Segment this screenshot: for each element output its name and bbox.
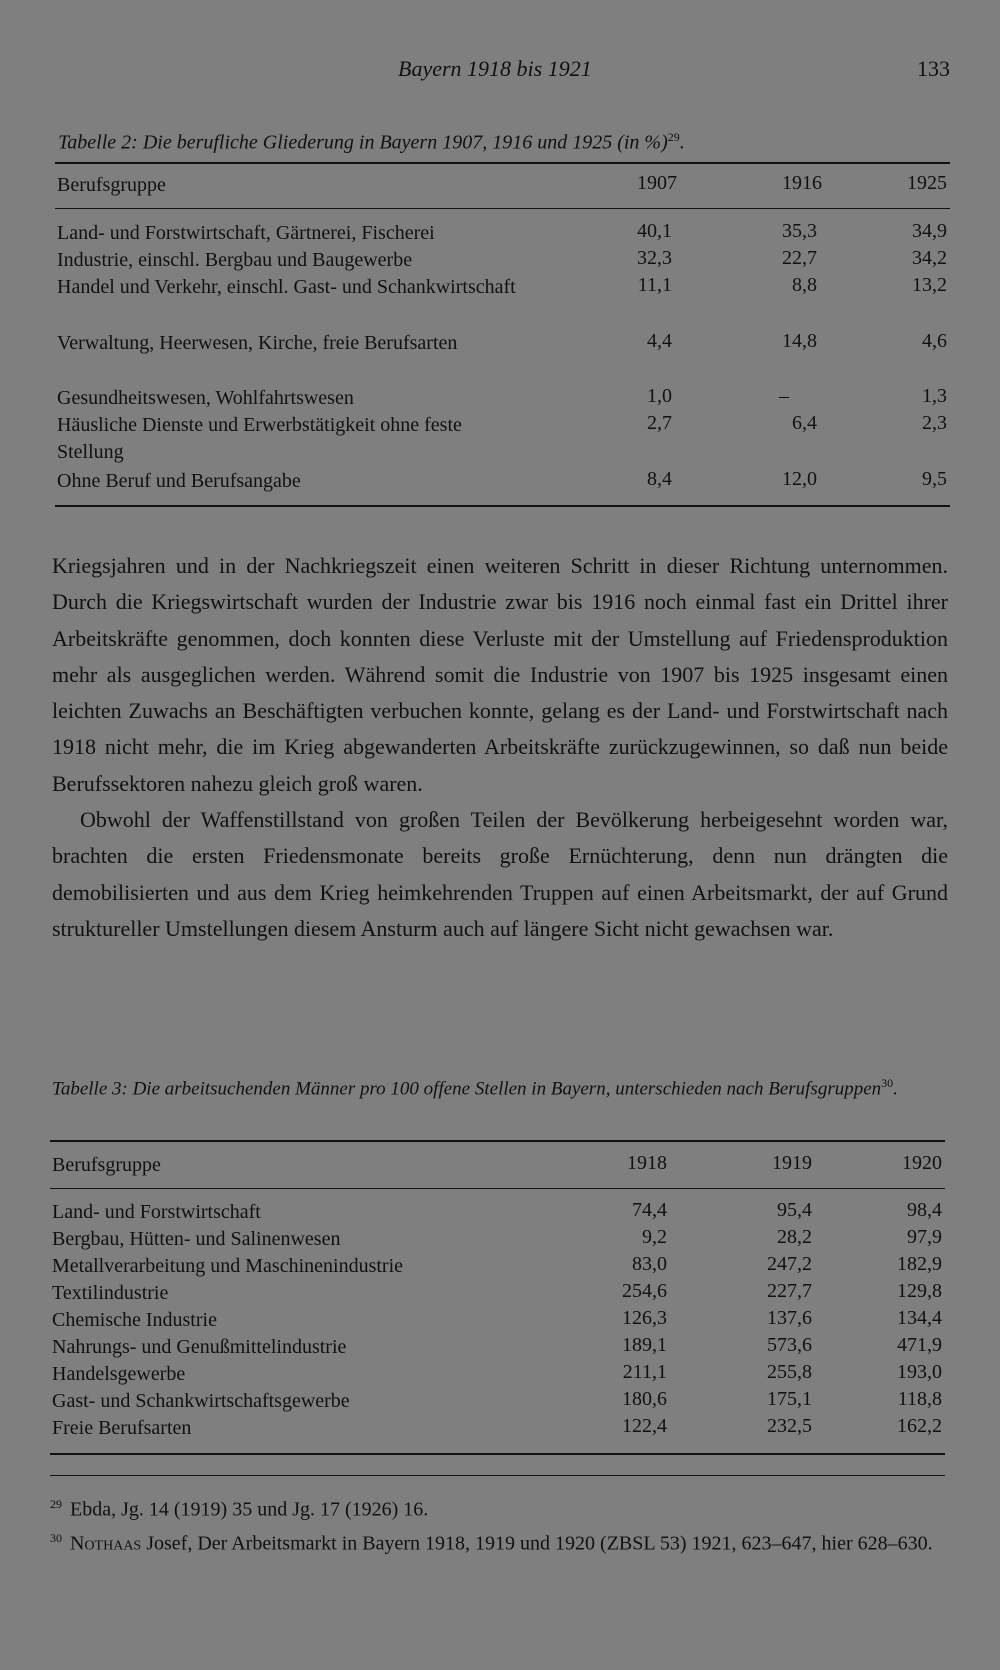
table2-row-label: Land- und Forstwirtschaft, Gärtnerei, Fischerei [57,222,435,244]
table2-body [57,220,947,500]
table3-cell-1918: 189,1 [622,1334,667,1356]
table3-row-label: Handelsgewerbe [52,1363,186,1385]
body-paragraph-2: Obwohl der Waffenstillstand von großen Teilen der Bevölkerung herbeigesehnt worden war, brachten die ersten Friedensmonate bereits große Ernüchterung, denn nun drängten die demobilisierten und aus dem Krieg heimkehrenden Truppen auf einen Arbeitsmarkt, der auf Grund struktureller Umstellungen diesem Ansturm auch auf längere Sicht nicht gewachsen war. [52,807,948,941]
table2-cell-1925: 34,9 [912,220,947,242]
table2-cell-1907: 32,3 [637,247,672,269]
table3-cell-1919: 255,8 [767,1361,812,1383]
table3-caption-suffix: . [893,1078,898,1100]
table3-header-1918: 1918 [627,1152,667,1174]
footnote-text: Ebda, Jg. 14 (1919) 35 und Jg. 17 (1926) 16. [70,1498,429,1521]
table3-cell-1918: 180,6 [622,1388,667,1410]
table2-header-1907: 1907 [637,172,677,194]
table2-caption-prefix: Tabelle 2: [58,131,138,154]
table2-header-berufsgruppe: Berufsgruppe [57,174,166,196]
table2-row-label: Ohne Beruf und Berufsangabe [57,470,301,492]
table3-caption-prefix: Tabelle 3: [52,1078,128,1100]
body-text [52,548,948,947]
table2-row-label: Häusliche Dienste und Erwerbstätigkeit ohne feste Stellung [57,414,462,463]
table3-cell-1918: 74,4 [632,1199,667,1221]
table2-cell-1916: – [779,385,789,407]
table3 [52,1152,942,1182]
table3-cell-1919: 573,6 [767,1334,812,1356]
table3-cell-1920: 193,0 [897,1361,942,1383]
footnote-30 [50,1524,950,1558]
table2-cell-1925: 4,6 [922,330,947,352]
table2-cell-1916: 6,4 [792,412,817,434]
table3-row-label: Land- und Forstwirtschaft [52,1201,261,1223]
table2-cell-1925: 9,5 [922,468,947,490]
table3-cell-1920: 97,9 [907,1226,942,1248]
table3-cell-1920: 471,9 [897,1334,942,1356]
table3-cell-1919: 247,2 [767,1253,812,1275]
table3-row-label: Bergbau, Hütten- und Salinenwesen [52,1228,341,1250]
table3-body [52,1199,942,1449]
table3-cell-1919: 232,5 [767,1415,812,1437]
table2-cell-1916: 35,3 [782,220,817,242]
table3-header-1919: 1919 [772,1152,812,1174]
table2-caption-text: Die berufliche Gliederung in Bayern 1907, 1916 und 1925 (in %) [142,131,668,154]
table3-cell-1919: 28,2 [777,1226,812,1248]
table2-cell-1916: 14,8 [782,330,817,352]
table2-cell-1925: 34,2 [912,247,947,269]
table3-row-label: Chemische Industrie [52,1309,217,1331]
table3-bottom-rule [50,1453,945,1455]
table3-cell-1920: 162,2 [897,1415,942,1437]
table2-cell-1925: 1,3 [922,385,947,407]
table2-cell-1925: 13,2 [912,274,947,296]
table2-caption-footnote-ref[interactable]: 29 [667,130,680,144]
table2-cell-1916: 12,0 [782,468,817,490]
table2-header-rule [55,208,950,209]
page-number: 133 [917,56,950,81]
table2-caption-suffix: . [679,131,685,154]
table2-cell-1907: 2,7 [647,412,672,434]
footnote-number: 29 [50,1497,62,1511]
table2-cell-1907: 8,4 [647,468,672,490]
table2-row-label: Verwaltung, Heerwesen, Kirche, freie Berufsarten [57,332,458,354]
table2-header-1925: 1925 [907,172,947,194]
footnote-number: 30 [50,1530,62,1545]
table2-cell-1907: 1,0 [647,385,672,407]
table3-cell-1918: 122,4 [622,1415,667,1437]
table3-cell-1918: 83,0 [632,1253,667,1275]
table2-cell-1907: 4,4 [647,330,672,352]
table3-row-label: Metallverarbeitung und Maschinenindustrie [52,1255,404,1277]
table2-cell-1916: 22,7 [782,247,817,269]
table3-cell-1920: 129,8 [897,1280,942,1302]
table2-header-1916: 1916 [782,172,822,194]
table3-cell-1920: 134,4 [897,1307,942,1329]
footnote-author: Nothaas [70,1532,142,1555]
table3-cell-1919: 137,6 [767,1307,812,1329]
table2-row-label: Handel und Verkehr, einschl. Gast- und Schankwirtschaft [57,276,516,298]
body-paragraph-1: Kriegsjahren und in der Nachkriegszeit einen weiteren Schritt in dieser Richtung unternommen. Durch die Kriegswirtschaft wurden der Industrie zwar bis 1916 noch einmal fast ein Drittel ihrer Arbeitskräfte genommen, doch konnten diese Verluste mit der Umstellung auf Friedensproduktion mehr als ausgeglichen werden. Während somit die Industrie von 1907 bis 1925 insgesamt einen leichten Zuwachs an Beschäftigten verbuchen konnte, gelang es der Land- und Forstwirtschaft nach 1918 nicht mehr, die im Krieg abgewanderten Arbeitskräfte zurückzugewinnen, so daß nun beide Berufssektoren nahezu gleich groß waren. [52,553,948,796]
table3-cell-1919: 175,1 [767,1388,812,1410]
table3-cell-1920: 182,9 [897,1253,942,1275]
table3-row-label: Nahrungs- und Genußmittelindustrie [52,1336,347,1358]
footnote-separator [50,1475,945,1476]
table3-cell-1920: 118,8 [897,1388,942,1410]
table3-cell-1918: 126,3 [622,1307,667,1329]
table3-cell-1918: 254,6 [622,1280,667,1302]
table2-cell-1925: 2,3 [922,412,947,434]
table3-row-label: Gast- und Schankwirtschaftsgewerbe [52,1390,350,1412]
table3-cell-1918: 9,2 [642,1226,667,1248]
table3-cell-1919: 95,4 [777,1199,812,1221]
table2-cell-1916: 8,8 [792,274,817,296]
table3-header-rule [50,1188,945,1189]
table3-cell-1918: 211,1 [622,1361,667,1383]
table3-caption-footnote-ref[interactable]: 30 [881,1076,894,1090]
table3-cell-1919: 227,7 [767,1280,812,1302]
table3-row-label: Freie Berufsarten [52,1417,192,1439]
table2-row-label: Gesundheitswesen, Wohlfahrtswesen [57,387,354,409]
table2-cell-1907: 40,1 [637,220,672,242]
table3-row-label: Textilindustrie [52,1282,169,1304]
table2-bottom-rule [55,505,950,507]
running-head: Bayern 1918 bis 1921 [398,56,592,81]
table2-top-rule [55,162,950,164]
footnote-text: Josef, Der Arbeitsmarkt in Bayern 1918, 1919 und 1920 (ZBSL 53) 1921, 623–647, hier 628–630. [141,1532,933,1555]
table3-cell-1920: 98,4 [907,1199,942,1221]
table3-header-berufsgruppe: Berufsgruppe [52,1154,161,1176]
table3-caption [52,1068,947,1104]
footnote-29 [50,1490,950,1524]
table3-header-1920: 1920 [902,1152,942,1174]
table2-row-label: Industrie, einschl. Bergbau und Baugewerbe [57,249,413,271]
table2-cell-1907: 11,1 [637,274,672,296]
table3-caption-text: Die arbeitsuchenden Männer pro 100 offene Stellen in Bayern, unterschieden nach Berufsgruppen [132,1078,882,1100]
table3-top-rule [50,1140,945,1142]
footnotes [50,1490,950,1557]
table2-caption [58,122,948,158]
